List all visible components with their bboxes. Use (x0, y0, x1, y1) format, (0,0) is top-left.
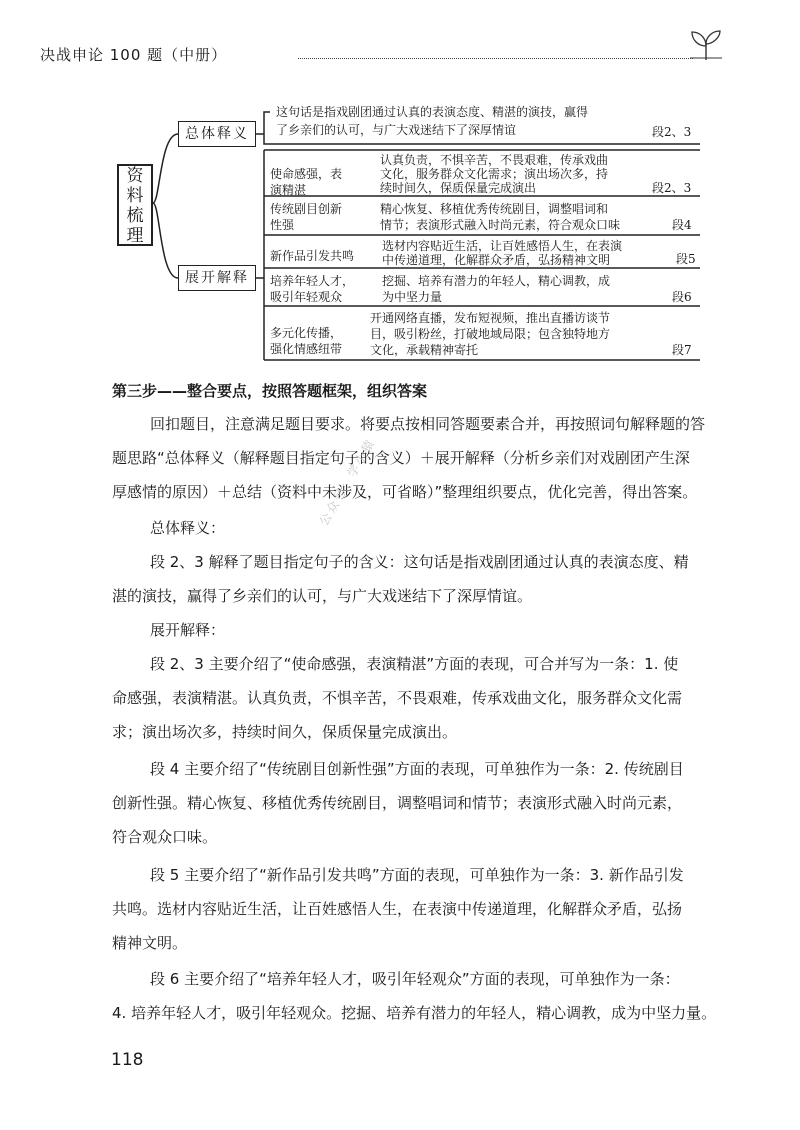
root-char: 料 (126, 186, 144, 206)
leaf-text: 精心恢复、移植优秀传统剧目，调整唱词和 (380, 202, 609, 216)
root-char: 梳 (126, 206, 144, 226)
paragraph-line: 厚感情的原因）＋总结（资料中未涉及，可省略）”整理组织要点，优化完善，得出答案。 (112, 483, 698, 501)
root-char: 理 (126, 226, 144, 246)
leaf-ref: 段7 (672, 343, 692, 357)
leaf-text: 文化，承载精神寄托 (370, 343, 479, 357)
paragraph-line: 精神文明。 (112, 934, 188, 952)
leaf-ref: 段6 (672, 290, 692, 304)
leaf-label: 强化情感纽带 (270, 342, 343, 356)
step-heading: 第三步——整合要点，按照答题框架，组织答案 (112, 382, 428, 400)
leaf-label: 吸引年轻观众 (270, 290, 343, 304)
leaf-ref: 段2、3 (652, 125, 692, 139)
leaf-label: 演精湛 (270, 183, 307, 197)
paragraph-line: 段 2、3 主要介绍了“使命感强，表演精湛”方面的表现，可合并写为一条：1. 使 (150, 655, 679, 673)
running-header-title: 决战申论 100 题（中册） (40, 46, 228, 64)
leaf-text: 为中坚力量 (382, 290, 443, 304)
paragraph-line: 求；演出场次多，持续时间久，保质保量完成演出。 (112, 723, 458, 741)
page-number: 118 (111, 1050, 144, 1070)
leaf-text: 情节；表演形式融入时尚元素，符合观众口味 (380, 218, 621, 232)
paragraph-line: 共鸣。选材内容贴近生活，让百姓感悟人生，在表演中传递道理，化解群众矛盾，弘扬 (112, 900, 683, 918)
leaf-label: 使命感强，表 (270, 167, 343, 181)
leaf-ref: 段2、3 (652, 181, 692, 195)
section-label-expand: 展开解释： (150, 621, 226, 639)
leaf-label: 性强 (270, 218, 295, 232)
leaf-text: 目，吸引粉丝，打破地域局限；包含独特地方 (370, 327, 611, 341)
leaf-text: 开通网络直播，发布短视频，推出直播访谈节 (370, 311, 611, 325)
branch-overall-interpretation: 总体释义 (178, 121, 256, 147)
leaf-text: 续时间久，保质保量完成演出 (380, 181, 537, 195)
leaf-ref: 段5 (676, 252, 696, 266)
paragraph-line: 湛的演技，赢得了乡亲们的认可，与广大戏迷结下了深厚情谊。 (112, 587, 533, 605)
paragraph-line: 创新性强。精心恢复、移植优秀传统剧目，调整唱词和情节；表演形式融入时尚元素， (112, 794, 683, 812)
paragraph-line: 题思路“总体释义（解释题目指定句子的含义）＋展开解释（分析乡亲们对戏剧团产生深 (112, 449, 690, 467)
leaf-text: 挖掘、培养有潜力的年轻人，精心调教，成 (382, 274, 611, 288)
leaf-text: 文化，服务群众文化需求；演出场次多，持 (380, 167, 609, 181)
leaf-text: 这句话是指戏剧团通过认真的表演态度、精湛的演技，赢得 (276, 105, 589, 119)
branch-expanded-explanation: 展开解释 (178, 265, 256, 291)
paragraph-line: 命感强，表演精湛。认真负责，不惧辛苦，不畏艰难，传承戏曲文化，服务群众文化需 (112, 689, 683, 707)
paragraph-line: 4. 培养年轻人才，吸引年轻观众。挖掘、培养有潜力的年轻人，精心调教，成为中坚力量。 (112, 1004, 717, 1022)
leaf-text: 认真负责，不惧辛苦，不畏艰难，传承戏曲 (380, 153, 609, 167)
leaf-text: 选材内容贴近生活，让百姓感悟人生，在表演 (382, 239, 623, 253)
leaf-ref: 段4 (672, 218, 692, 232)
mindmap-root (117, 164, 153, 246)
leaf-label: 培养年轻人才， (270, 274, 355, 288)
root-char: 资 (126, 166, 144, 186)
leaf-text: 了乡亲们的认可，与广大戏迷结下了深厚情谊 (276, 123, 517, 137)
leaf-label: 新作品引发共鸣 (270, 249, 355, 263)
paragraph-line: 符合观众口味。 (112, 828, 218, 846)
leaf-text: 中传递道理，化解群众矛盾，弘扬精神文明 (382, 253, 611, 267)
paragraph-line: 段 4 主要介绍了“传统剧目创新性强”方面的表现，可单独作为一条：2. 传统剧目 (150, 760, 684, 778)
paragraph-line: 回扣题目，注意满足题目要求。将要点按相同答题要素合并，再按照词句解释题的答 (150, 415, 706, 433)
paragraph-line: 段 6 主要介绍了“培养年轻人才，吸引年轻观众”方面的表现，可单独作为一条： (150, 970, 680, 988)
section-label-overall: 总体释义： (150, 519, 226, 537)
leaf-label: 传统剧目创新 (270, 202, 343, 216)
paragraph-line: 段 5 主要介绍了“新作品引发共鸣”方面的表现，可单独作为一条：3. 新作品引发 (150, 866, 684, 884)
paragraph-line: 段 2、3 解释了题目指定句子的含义：这句话是指戏剧团通过认真的表演态度、精 (150, 553, 689, 571)
watermark-text: 公众号：学小猿 (316, 436, 378, 528)
leaf-label: 多元化传播， (270, 326, 343, 340)
